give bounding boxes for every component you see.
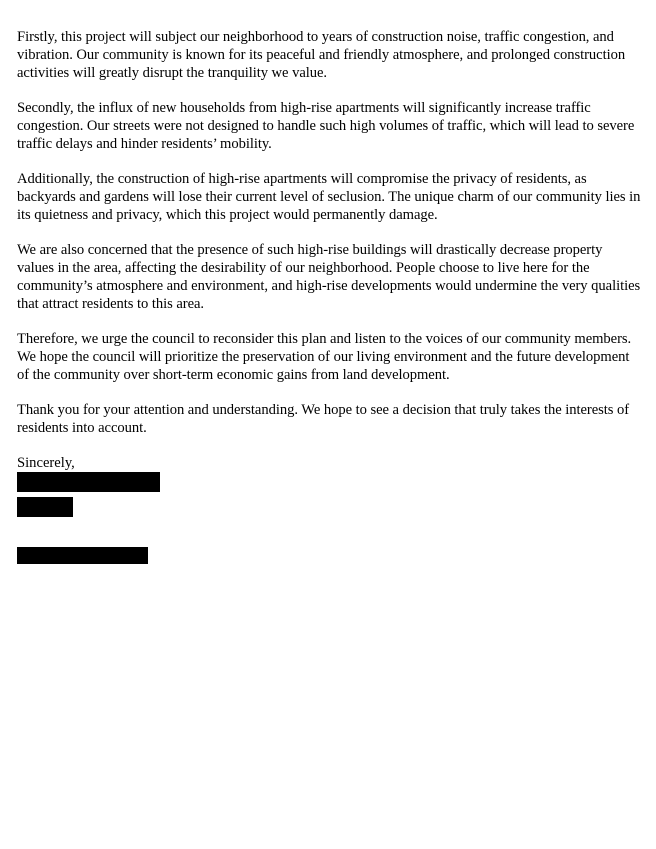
redacted-signature-line-2 (17, 497, 73, 517)
paragraph-privacy: Additionally, the construction of high-rise apartments will compromise the privacy of residents, as backyards and gardens will lose their current level of seclusion. The unique charm of our community lies in its quietness and privacy, which this project would permanently damage. (17, 171, 641, 223)
paragraph-construction-noise: Firstly, this project will subject our neighborhood to years of construction noise, traffic congestion, and vibration. Our community is known for its peaceful and friendly atmosphere, and prolonged construction activities will greatly disrupt the tranquility we value. (17, 29, 626, 81)
paragraph-traffic-congestion: Secondly, the influx of new households from high-rise apartments will significantly increase traffic congestion. Our streets were not designed to handle such high volumes of traffic, which will lead to severe traffic delays and hinder residents’ mobility. (17, 100, 635, 152)
paragraph-property-values: We are also concerned that the presence of such high-rise buildings will drastically decrease property values in the area, affecting the desirability of our neighborhood. People choose to live here for the community’s atmosphere and environment, and high-rise developments would undermine the very qualities that attract residents to this area. (17, 242, 641, 312)
paragraph-thank-you: Thank you for your attention and understanding. We hope to see a decision that truly takes the interests of residents into account. (17, 402, 630, 436)
redacted-signature-name (17, 472, 160, 492)
redacted-contact-info (17, 547, 148, 564)
letter-body (17, 28, 642, 472)
closing-salutation: Sincerely, (17, 455, 75, 471)
paragraph-urge-council: Therefore, we urge the council to reconsider this plan and listen to the voices of our community members. We hope the council will prioritize the preservation of our living environment and the future development of the community over short-term economic gains from land development. (17, 331, 632, 383)
